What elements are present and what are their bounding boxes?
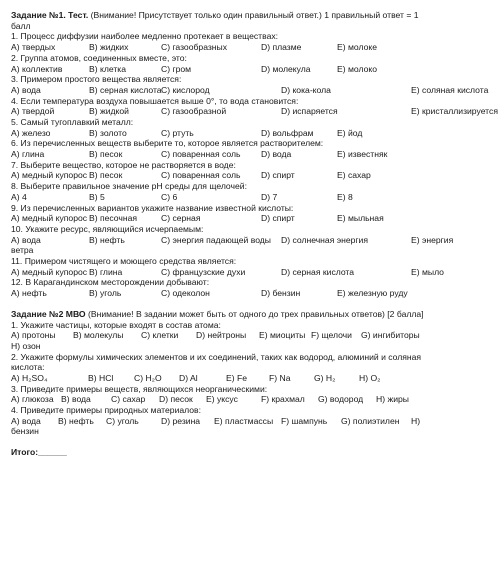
task1-q1-option-1: А) твердых	[11, 42, 56, 53]
task2-header	[11, 309, 455, 320]
task1-q10-option-1: А) вода	[11, 234, 41, 245]
task1-q9-option-5: Е) мыльная	[337, 213, 384, 224]
task1-q11-option-5: Е) мыло	[411, 266, 444, 277]
task1-q8-option-2: В) 5	[89, 191, 105, 202]
task2-q3-option-6: F) крахмал	[261, 394, 305, 405]
task2-q4-option-6: F) шампунь	[281, 415, 328, 426]
task2-q3-option-2: В) вода	[61, 394, 91, 405]
task1-question-5: 5. Самый тугоплавкий металл:	[11, 116, 134, 127]
task1-q6-option-3: С) поваренная соль	[161, 149, 241, 160]
task1-q5-option-1: А) железо	[11, 127, 51, 138]
task2-question-1: 1. Укажите частицы, которые входят в состав атома:	[11, 319, 221, 330]
task1-q8-option-3: С) 6	[161, 191, 178, 202]
task2-q4-option-4: D) резина	[161, 415, 201, 426]
task1-q9-option-3: С) серная	[161, 213, 201, 224]
task1-q8-options	[11, 192, 455, 203]
task1-question-12: 12. В Карагандинском месторождении добывают:	[11, 277, 210, 288]
task1-q1-option-4: D) плазме	[261, 42, 302, 53]
task1-q7-option-3: С) поваренная соль	[161, 170, 241, 181]
task1-title: Задание №1. Тест.	[11, 10, 89, 20]
task1-q12-options	[11, 288, 455, 299]
task2-q2-options	[11, 373, 455, 384]
task1-q7-option-1: А) медный купорос	[11, 170, 88, 181]
task1-q9-option-1: А) медный купорос	[11, 213, 88, 224]
task1-q11-option-2: В) глина	[89, 266, 123, 277]
task2-q2-option-4: D) Al	[179, 373, 198, 383]
total-label: Итого:	[11, 447, 39, 458]
task2-q1-tail: Н) озон	[11, 340, 41, 351]
task2-q3-option-4: D) песок	[159, 394, 193, 405]
task1-q6-option-5: Е) известняк	[337, 149, 388, 160]
task2-question-3: 3. Приведите примеры веществ, являющихся неорганическими:	[11, 383, 268, 394]
task1-q6-options	[11, 149, 455, 160]
task1-q2-option-4: D) молекула	[261, 63, 311, 74]
task1-q1-options	[11, 42, 455, 53]
task2-q1-options	[11, 330, 455, 341]
task2-q3-option-3: С) сахар	[111, 394, 146, 405]
task1-note-cont: балл	[11, 20, 31, 31]
task2-q3-option-7: G) водород	[318, 394, 364, 405]
task1-q10-option-2: В) нефть	[89, 234, 125, 245]
task1-q5-option-2: В) золото	[89, 127, 127, 138]
task2-q2-option-6: F) Na	[269, 373, 291, 383]
task1-q2-option-3: С) гром	[161, 63, 192, 74]
task1-q10-option-5: Е) энергия	[411, 234, 454, 245]
task1-q4-option-2: В) жидкой	[89, 106, 129, 117]
task2-q2-option-8: H) O₂	[359, 373, 381, 383]
task1-q11-options	[11, 267, 455, 278]
task2-q3-option-1: А) глюкоза	[11, 394, 54, 405]
task1-q7-option-2: В) песок	[89, 170, 123, 181]
task1-question-11: 11. Примером чистящего и моющего средства является:	[11, 256, 237, 267]
task1-q3-option-4: D) кока-кола	[281, 84, 331, 95]
task2-q1-option-1: А) протоны	[11, 330, 56, 341]
task1-q3-option-2: В) серная кислота	[89, 84, 162, 95]
task1-questions	[11, 31, 498, 299]
task2-q4-options	[11, 416, 455, 427]
task1-q4-option-4: D) испаряется	[281, 106, 338, 117]
task1-q4-option-5: Е) кристаллизируется	[411, 106, 498, 117]
task1-q7-option-4: D) спирт	[261, 170, 295, 181]
task1-question-7: 7. Выберите вещество, которое не растворяется в воде:	[11, 159, 236, 170]
task1-q4-option-1: А) твердой	[11, 106, 55, 117]
task1-q12-option-4: D) бензин	[261, 288, 301, 299]
task2-q4-option-8: Н)	[411, 415, 421, 426]
task1-q11-option-1: А) медный купорос	[11, 266, 88, 277]
task1-note: (Внимание! Присутствует только один правильный ответ.) 1 правильный ответ = 1	[90, 10, 419, 20]
task2-title: Задание №2 МВО	[11, 308, 86, 319]
task1-q10-tail: ветра	[11, 245, 34, 256]
task1-question-3: 3. Примером простого вещества является:	[11, 74, 182, 85]
task1-q9-option-4: D) спирт	[261, 213, 295, 224]
task1-question-1: 1. Процесс диффузии наиболее медленно протекает в веществах:	[11, 31, 279, 42]
task2-q4-tail: бензин	[11, 426, 39, 437]
task2-q1-option-5: Е) миоциты	[259, 330, 306, 341]
task2-q2-option-7: G) H₂	[314, 373, 336, 383]
task1-q9-option-2: В) песочная	[89, 213, 138, 224]
task1-q6-option-1: А) глина	[11, 149, 45, 160]
task2-q3-option-5: Е) уксус	[206, 394, 238, 405]
task1-q3-option-5: Е) соляная кислота	[411, 84, 489, 95]
task2-q2-option-2: В) HCl	[88, 373, 114, 383]
task1-q2-option-5: Е) молоко	[337, 63, 378, 74]
task2-q4-option-2: В) нефть	[58, 415, 94, 426]
task1-question-6: 6. Из перечисленных веществ выберите то, которое является растворителем:	[11, 138, 324, 149]
task1-q12-option-2: В) уголь	[89, 288, 122, 299]
task1-q2-option-1: А) коллектив	[11, 63, 63, 74]
task2-q3-options	[11, 394, 455, 405]
task1-q1-option-5: Е) молоке	[337, 42, 378, 53]
task2-question-2-cont: кислота:	[11, 362, 45, 373]
task2-question-4: 4. Приведите примеры природных материалов:	[11, 405, 202, 416]
task1-q8-option-1: А) 4	[11, 191, 27, 202]
task1-q11-option-3: С) французские духи	[161, 266, 246, 277]
task2-question-2: 2. Укажите формулы химических элементов и их соединений, таких как водород, алюминий и соляная	[11, 351, 422, 362]
task1-q7-option-5: Е) сахар	[337, 170, 371, 181]
task2-q1-option-7: G) ингибиторы	[361, 330, 420, 341]
task2-q1-option-6: F) щелочи	[311, 330, 352, 341]
task2-q4-option-5: Е) пластмассы	[214, 415, 274, 426]
task1-q1-option-2: В) жидких	[89, 42, 129, 53]
task2-q4-option-3: С) уголь	[106, 415, 139, 426]
task1-question-10: 10. Укажите ресурс, являющийся исчерпаемым:	[11, 223, 204, 234]
task1-q4-options	[11, 106, 498, 117]
task2-q2-option-1: А) H₂SO₄	[11, 373, 48, 383]
task1-q6-option-2: В) песок	[89, 149, 123, 160]
task1-q5-options	[11, 128, 455, 139]
task1-q12-option-5: Е) железную руду	[337, 288, 408, 299]
task2-q4-option-7: G) полиэтилен	[341, 415, 400, 426]
total-line	[11, 447, 455, 458]
task1-q1-option-3: С) газообразных	[161, 42, 228, 53]
task2-q1-option-4: D) нейтроны	[196, 330, 247, 341]
task1-q7-options	[11, 170, 455, 181]
task1-question-2: 2. Группа атомов, соединенных вместе, это:	[11, 52, 187, 63]
task1-question-4: 4. Если температура воздуха повышается выше 0°, то вода становится:	[11, 95, 299, 106]
task2-q1-option-2: В) молекулы	[73, 330, 124, 341]
task2-q2-option-3: С) H₂O	[134, 373, 162, 383]
task1-q10-option-3: С) энергия падающей воды	[161, 234, 271, 245]
task1-q3-option-1: А) вода	[11, 84, 41, 95]
task1-q3-options	[11, 84, 489, 96]
task1-question-9: 9. Из перечисленных вариантов укажите название известной кислоты:	[11, 202, 294, 213]
task1-q8-option-4: D) 7	[261, 191, 278, 202]
task1-q11-option-4: D) серная кислота	[281, 266, 355, 277]
total-blank: ______	[38, 447, 67, 458]
task1-q3-option-3: С) кислород	[161, 84, 210, 95]
task2-q2-option-5: Е) Fe	[226, 373, 248, 383]
task1-q12-option-3: С) одеколон	[161, 288, 210, 299]
task1-q6-option-4: D) вода	[261, 149, 292, 160]
task2-note: (Внимание! В задании может быть от одного до трех правильных ответов) [2 балла]	[88, 308, 424, 319]
task1-question-8: 8. Выберите правильное значение pH среды для щелочей:	[11, 181, 247, 192]
task1-q10-options	[11, 235, 455, 246]
task1-q8-option-5: Е) 8	[337, 191, 353, 202]
task2-q3-option-8: Н) жиры	[376, 394, 409, 405]
task1-q10-option-4: D) солнечная энергия	[281, 234, 369, 245]
task2-q1-option-3: С) клетки	[141, 330, 179, 341]
task1-q9-options	[11, 213, 455, 224]
task1-q4-option-3: С) газообразной	[161, 106, 227, 117]
task1-q5-option-3: С) ртуть	[161, 127, 194, 138]
task2-q4-option-1: А) вода	[11, 415, 41, 426]
task1-q2-options	[11, 64, 455, 75]
task1-q5-option-4: D) вольфрам	[261, 127, 314, 138]
task1-q2-option-2: В) клетка	[89, 63, 127, 74]
task1-q5-option-5: Е) йод	[337, 127, 363, 138]
task1-header	[11, 10, 455, 21]
task1-q12-option-1: А) нефть	[11, 288, 47, 299]
